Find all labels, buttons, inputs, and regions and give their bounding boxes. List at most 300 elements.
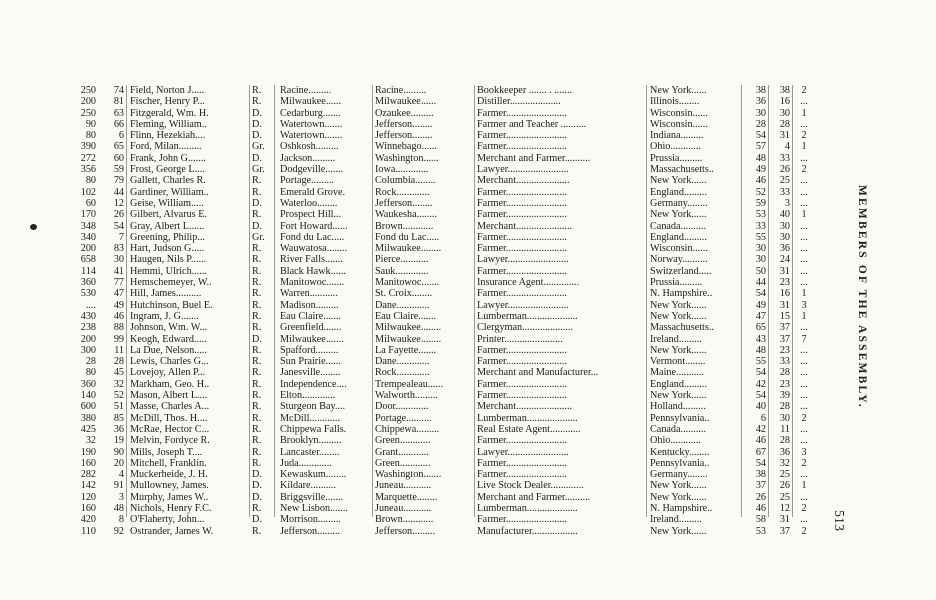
district-cell: 90 [85,118,96,130]
terms-cell: ... [800,96,808,108]
birthplace-cell: Ohio............ [650,141,701,153]
district-cell: 80 [85,175,96,187]
age-cell: 59 [755,197,766,209]
occupation-cell: Farmer........................ [477,141,567,153]
terms-cell: 2 [801,412,807,424]
residence-years-cell: 16 [779,288,790,300]
table-row [0,232,820,243]
member-name-cell: Markham, Geo. H.. [130,378,210,390]
assembly-district-cell: 91 [113,480,124,492]
party-cell: D. [252,480,262,492]
party-cell: R. [252,243,262,255]
occupation-cell: Farmer........................ [477,514,567,526]
member-name-cell: Murphy, James W.. [130,491,209,503]
member-name-cell: Ostrander, James W. [130,525,214,537]
terms-cell: ... [800,401,808,413]
post-office-cell: Kewaskum........ [280,469,347,481]
terms-cell: 2 [801,85,807,96]
age-cell: 49 [755,164,766,176]
post-office-cell: Racine......... [280,85,332,96]
terms-cell: 2 [801,525,807,537]
assembly-district-cell: 28 [113,356,124,368]
assembly-district-cell: 36 [113,423,124,435]
party-cell: D. [252,107,262,119]
occupation-cell: Insurance Agent.............. [477,277,580,289]
assembly-district-cell: 46 [113,310,124,322]
table-row [0,187,820,198]
age-cell: 30 [755,107,766,119]
district-cell: 300 [80,344,96,356]
age-cell: 46 [755,175,766,187]
member-name-cell: Fleming, William.. [130,118,207,130]
county-cell: Milwaukee...... [375,96,437,108]
birthplace-cell: New York...... [650,175,707,187]
district-cell: 102 [80,186,96,198]
residence-years-cell: 15 [779,310,790,322]
assembly-district-cell: 45 [113,367,124,379]
county-cell: Rock............. [375,186,430,198]
birthplace-cell: New York...... [650,85,707,96]
party-cell: R. [252,367,262,379]
residence-years-cell: 31 [779,299,790,311]
post-office-cell: Juda............. [280,457,332,469]
member-name-cell: Johnson, Wm. W... [130,322,208,334]
party-cell: R. [252,310,262,322]
party-cell: R. [252,412,262,424]
age-cell: 38 [755,85,766,96]
age-cell: 40 [755,401,766,413]
district-cell: 360 [80,378,96,390]
occupation-cell: Merchant...................... [477,401,573,413]
table-row [0,164,820,175]
age-cell: 37 [755,480,766,492]
residence-years-cell: 23 [779,344,790,356]
terms-cell: ... [800,254,808,266]
member-name-cell: Gilbert, Alvarus E. [130,209,207,221]
age-cell: 67 [755,446,766,458]
county-cell: Green............ [375,457,431,469]
county-cell: Manitowoc....... [375,277,440,289]
member-name-cell: Gardiner, William.. [130,186,209,198]
member-name-cell: Mason, Albert L.... [130,390,208,402]
table-row [0,300,820,311]
birthplace-cell: Holland......... [650,401,706,413]
terms-cell: ... [800,390,808,402]
age-cell: 48 [755,344,766,356]
occupation-cell: Farmer........................ [477,209,567,221]
occupation-cell: Farmer........................ [477,469,567,481]
residence-years-cell: 38 [779,85,790,96]
county-cell: Portage.......... [375,412,432,424]
age-cell: 54 [755,457,766,469]
member-name-cell: Ingram, J. G....... [130,310,199,322]
age-cell: 53 [755,209,766,221]
occupation-cell: Farmer........................ [477,356,567,368]
district-cell: 190 [80,446,96,458]
post-office-cell: Madison......... [280,299,339,311]
age-cell: 54 [755,390,766,402]
assembly-district-cell: 85 [113,412,124,424]
party-cell: R. [252,401,262,413]
occupation-cell: Farmer........................ [477,457,567,469]
county-cell: Green............ [375,435,431,447]
birthplace-cell: Wisconsin...... [650,107,708,119]
county-cell: Brown............ [375,220,434,232]
terms-cell: ... [800,322,808,334]
table-row [0,198,820,209]
party-cell: R. [252,288,262,300]
terms-cell: ... [800,344,808,356]
residence-years-cell: 16 [779,96,790,108]
post-office-cell: Oshkosh......... [280,141,339,153]
member-name-cell: Muckerheide, J. H. [130,469,208,481]
district-cell: 425 [80,423,96,435]
post-office-cell: Prospect Hill... [280,209,342,221]
county-cell: Dane............. [375,356,430,368]
assembly-district-cell: 51 [113,401,124,413]
table-row [0,322,820,333]
birthplace-cell: Switzerland..... [650,265,712,277]
page-number: 513 [831,510,846,531]
birthplace-cell: Ireland......... [650,333,702,345]
occupation-cell: Merchant...................... [477,220,573,232]
residence-years-cell: 4 [784,141,790,153]
birthplace-cell: Germany........ [650,197,708,209]
party-cell: R. [252,186,262,198]
assembly-district-cell: 19 [113,435,124,447]
birthplace-cell: Ireland......... [650,514,702,526]
county-cell: Rock............. [375,367,430,379]
table-row [0,526,820,537]
terms-cell: 1 [801,209,807,221]
birthplace-cell: Pennsylvania.. [650,412,710,424]
occupation-cell: Farmer........................ [477,186,567,198]
residence-years-cell: 33 [779,186,790,198]
assembly-district-cell: 4 [118,469,124,481]
birthplace-cell: Indiana......... [650,130,704,142]
post-office-cell: Milwaukee....... [280,333,344,345]
district-cell: 340 [80,231,96,243]
district-cell: 60 [85,197,96,209]
district-cell: 28 [85,356,96,368]
occupation-cell: Manufacturer.................. [477,525,578,537]
county-cell: Milwaukee........ [375,322,442,334]
occupation-cell: Merchant and Farmer.......... [477,152,591,164]
occupation-cell: Merchant..................... [477,175,570,187]
terms-cell: 1 [801,310,807,322]
occupation-cell: Farmer........................ [477,231,567,243]
county-cell: Marquette........ [375,491,438,503]
party-cell: R. [252,344,262,356]
post-office-cell: Sturgeon Bay.... [280,401,346,413]
party-cell: R. [252,457,262,469]
residence-years-cell: 31 [779,265,790,277]
county-cell: Trempealeau...... [375,378,444,390]
post-office-cell: Brooklyn......... [280,435,342,447]
age-cell: 30 [755,254,766,266]
post-office-cell: Briggsville....... [280,491,344,503]
county-cell: Juneau........... [375,480,432,492]
terms-cell: ... [800,423,808,435]
birthplace-cell: New York...... [650,525,707,537]
birthplace-cell: New York...... [650,390,707,402]
party-cell: R. [252,525,262,537]
residence-years-cell: 28 [779,118,790,130]
birthplace-cell: Vermont........ [650,356,706,368]
county-cell: La Fayette....... [375,344,437,356]
member-name-cell: Hemschemeyer, W.. [130,277,212,289]
county-cell: Waukesha........ [375,209,437,221]
assembly-district-cell: 49 [113,299,124,311]
table-row [0,447,820,458]
assembly-district-cell: 66 [113,118,124,130]
member-name-cell: Hutchinson, Buel E. [130,299,213,311]
party-cell: R. [252,435,262,447]
table-row [0,209,820,220]
terms-cell: 3 [801,299,807,311]
age-cell: 6 [760,412,766,424]
age-cell: 33 [755,220,766,232]
party-cell: R. [252,85,262,96]
assembly-district-cell: 83 [113,243,124,255]
members-table [0,85,820,537]
party-cell: D. [252,333,262,345]
county-cell: Jefferson......... [375,525,436,537]
district-cell: 238 [80,322,96,334]
party-cell: R. [252,423,262,435]
assembly-district-cell: 59 [113,164,124,176]
party-cell: D. [252,197,262,209]
age-cell: 46 [755,435,766,447]
party-cell: R. [252,209,262,221]
table-row [0,108,820,119]
post-office-cell: Watertown....... [280,130,343,142]
age-cell: 42 [755,423,766,435]
district-cell: 390 [80,141,96,153]
assembly-district-cell: 88 [113,322,124,334]
occupation-cell: Merchant and Farmer.......... [477,491,591,503]
county-cell: Brown............ [375,514,434,526]
county-cell: Ozaukee......... [375,107,434,119]
table-row [0,379,820,390]
party-cell: D. [252,491,262,503]
occupation-cell: Lumberman.................... [477,412,578,424]
post-office-cell: Manitowoc....... [280,277,345,289]
member-name-cell: Gray, Albert L...... [130,220,205,232]
occupation-cell: Lawyer........................ [477,299,569,311]
residence-years-cell: 28 [779,435,790,447]
terms-cell: ... [800,152,808,164]
post-office-cell: New Lisbon....... [280,502,348,514]
residence-years-cell: 37 [779,525,790,537]
residence-years-cell: 32 [779,457,790,469]
age-cell: 46 [755,502,766,514]
assembly-district-cell: 74 [113,85,124,96]
district-cell: 420 [80,514,96,526]
assembly-district-cell: 99 [113,333,124,345]
table-row [0,469,820,480]
terms-cell: ... [800,367,808,379]
birthplace-cell: Prussia......... [650,277,703,289]
party-cell: R. [252,502,262,514]
post-office-cell: Greenfield....... [280,322,342,334]
age-cell: 30 [755,243,766,255]
district-cell: 430 [80,310,96,322]
assembly-district-cell: 8 [118,514,124,526]
birthplace-cell: Germany........ [650,469,708,481]
member-name-cell: Mullowney, James. [130,480,209,492]
member-name-cell: Ford, Milan......... [130,141,202,153]
table-row [0,254,820,265]
terms-cell: ... [800,265,808,277]
assembly-district-cell: 54 [113,220,124,232]
member-name-cell: La Due, Nelson..... [130,344,207,356]
occupation-cell: Lawyer........................ [477,446,569,458]
post-office-cell: Independence.... [280,378,347,390]
age-cell: 28 [755,118,766,130]
district-cell: 348 [80,220,96,232]
residence-years-cell: 23 [779,378,790,390]
age-cell: 55 [755,356,766,368]
occupation-cell: Lumberman.................... [477,502,578,514]
district-cell: 200 [80,333,96,345]
party-cell: R. [252,446,262,458]
county-cell: Door............. [375,401,429,413]
assembly-district-cell: 3 [118,491,124,503]
age-cell: 50 [755,265,766,277]
age-cell: 42 [755,378,766,390]
birthplace-cell: Prussia......... [650,152,703,164]
county-cell: Iowa............. [375,164,429,176]
table-row [0,345,820,356]
terms-cell: 1 [801,107,807,119]
residence-years-cell: 31 [779,130,790,142]
party-cell: R. [252,175,262,187]
birthplace-cell: Canada.......... [650,220,707,232]
age-cell: 55 [755,231,766,243]
post-office-cell: Kildare.......... [280,480,337,492]
post-office-cell: Wauwatosa........ [280,243,348,255]
party-cell: R. [252,277,262,289]
age-cell: 48 [755,152,766,164]
member-name-cell: Melvin, Fordyce R. [130,435,210,447]
table-row [0,277,820,288]
party-cell: R. [252,322,262,334]
terms-cell: ... [800,175,808,187]
member-name-cell: Fitzgerald, Wm. H. [130,107,209,119]
terms-cell: ... [800,469,808,481]
county-cell: Eau Claire....... [375,310,437,322]
party-cell: R. [252,356,262,368]
table-row [0,503,820,514]
assembly-district-cell: 12 [113,197,124,209]
district-cell: 80 [85,367,96,379]
residence-years-cell: 31 [779,514,790,526]
residence-years-cell: 30 [779,220,790,232]
district-cell: 530 [80,288,96,300]
table-row [0,480,820,491]
occupation-cell: Farmer........................ [477,197,567,209]
county-cell: Dane............. [375,299,430,311]
county-cell: Winnebago...... [375,141,437,153]
residence-years-cell: 23 [779,277,790,289]
terms-cell: 2 [801,502,807,514]
occupation-cell: Farmer........................ [477,107,567,119]
county-cell: Washington...... [375,152,439,164]
post-office-cell: Dodgeville....... [280,164,344,176]
party-cell: R. [252,96,262,108]
terms-cell: ... [800,220,808,232]
post-office-cell: Cedarburg....... [280,107,341,119]
age-cell: 47 [755,310,766,322]
post-office-cell: Spafford......... [280,344,339,356]
assembly-district-cell: 79 [113,175,124,187]
county-cell: Jefferson........ [375,197,433,209]
residence-years-cell: 33 [779,152,790,164]
occupation-cell: Merchant and Manufacturer... [477,367,599,379]
party-cell: Gr. [252,164,265,176]
table-row [0,458,820,469]
assembly-district-cell: 7 [118,231,124,243]
age-cell: 52 [755,186,766,198]
birthplace-cell: New York...... [650,480,707,492]
party-cell: R. [252,299,262,311]
county-cell: Sauk............. [375,265,429,277]
district-cell: 282 [80,469,96,481]
residence-years-cell: 12 [779,502,790,514]
birthplace-cell: Canada.......... [650,423,707,435]
residence-years-cell: 40 [779,209,790,221]
post-office-cell: Portage......... [280,175,335,187]
occupation-cell: Farmer........................ [477,243,567,255]
member-name-cell: Hart, Judson G..... [130,243,205,255]
county-cell: Columbia........ [375,175,436,187]
residence-years-cell: 25 [779,175,790,187]
county-cell: Washington....... [375,469,442,481]
member-name-cell: McRae, Hector C... [130,423,210,435]
table-row [0,514,820,525]
age-cell: 54 [755,367,766,379]
county-cell: Juneau........... [375,502,432,514]
age-cell: 26 [755,491,766,503]
assembly-district-cell: 44 [113,186,124,198]
residence-years-cell: 26 [779,480,790,492]
assembly-district-cell: 48 [113,502,124,514]
birthplace-cell: Wisconsin...... [650,118,708,130]
birthplace-cell: Illinois........ [650,96,700,108]
post-office-cell: Warren........... [280,288,338,300]
member-name-cell: McDill, Thos. H.... [130,412,208,424]
post-office-cell: Janesville........ [280,367,341,379]
birthplace-cell: Wisconsin...... [650,243,708,255]
district-cell: 80 [85,130,96,142]
running-title: MEMBERS OF THE ASSEMBLY. [856,185,868,409]
residence-years-cell: 11 [780,423,790,435]
assembly-district-cell: 63 [113,107,124,119]
occupation-cell: Farmer........................ [477,435,567,447]
birthplace-cell: New York...... [650,344,707,356]
birthplace-cell: England......... [650,378,707,390]
table-row [0,175,820,186]
post-office-cell: Milwaukee...... [280,96,342,108]
member-name-cell: Flinn, Hezekiah.... [130,130,206,142]
assembly-district-cell: 6 [118,130,124,142]
residence-years-cell: 30 [779,412,790,424]
district-cell: 140 [80,390,96,402]
table-row [0,85,820,96]
district-cell: 272 [80,152,96,164]
party-cell: Gr. [252,141,265,153]
